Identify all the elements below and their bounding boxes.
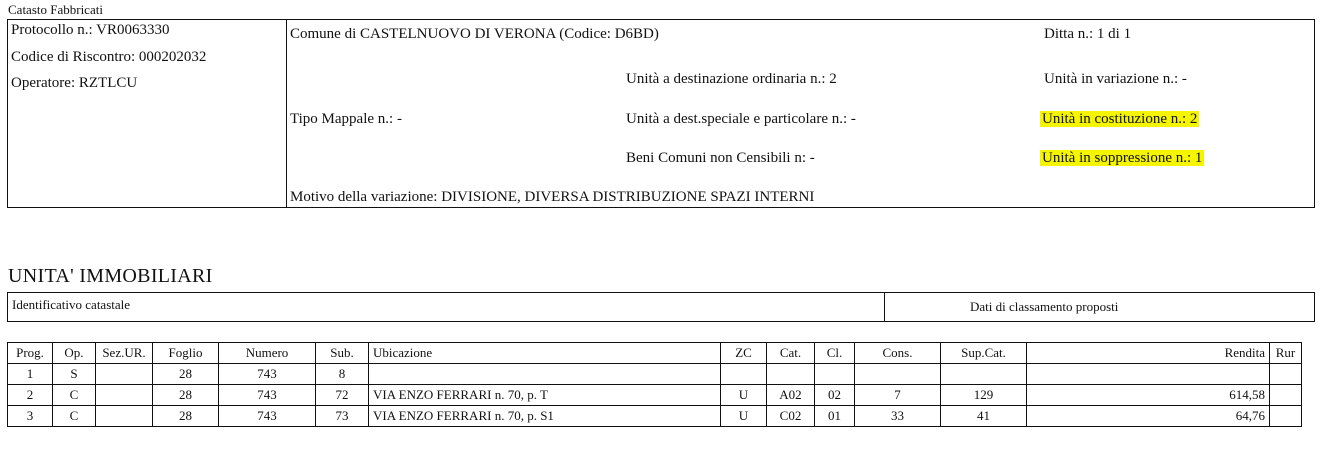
unita-variazione-text: Unità in variazione n.: - [1044,71,1187,87]
cell-sup-cat: 129 [941,385,1027,406]
cell-sub: 8 [316,364,369,385]
col-sez-ur: Sez.UR. [96,343,153,364]
unita-soppressione-text [1040,149,1204,167]
col-sup-cat: Sup.Cat. [941,343,1027,364]
col-ubicazione: Ubicazione [369,343,721,364]
cell-cl: 02 [815,385,855,406]
col-sub: Sub. [316,343,369,364]
beni-comuni-text: Beni Comuni non Censibili n: - [626,150,815,166]
cell-cons: 33 [855,406,941,427]
motivo-text: Motivo della variazione: DIVISIONE, DIVERSA DISTRIBUZIONE SPAZI INTERNI [290,189,815,205]
cell-cl: 01 [815,406,855,427]
codice-riscontro-text: Codice di Riscontro: 000202032 [11,49,207,65]
col-rendita: Rendita [1027,343,1270,364]
header-divider [286,19,287,208]
cell-op: C [53,406,96,427]
cell-foglio: 28 [153,364,219,385]
cell-sub: 73 [316,406,369,427]
group-classamento: Dati di classamento proposti [970,299,1119,314]
cell-zc: U [721,385,767,406]
cell-sez-ur [96,364,153,385]
cell-sup-cat: 41 [941,406,1027,427]
tipo-mappale-text: Tipo Mappale n.: - [290,111,402,127]
cell-rur [1270,406,1302,427]
col-cl: Cl. [815,343,855,364]
highlight-costituzione: Unità in costituzione n.: 2 [1042,111,1198,127]
col-zc: ZC [721,343,767,364]
cell-op: S [53,364,96,385]
group-header-box [7,292,1315,322]
comune-text: Comune di CASTELNUOVO DI VERONA (Codice: D6BD) [290,26,659,42]
cell-rur [1270,385,1302,406]
cell-rendita: 614,58 [1027,385,1270,406]
ditta-text: Ditta n.: 1 di 1 [1044,26,1132,42]
cell-numero: 743 [219,364,316,385]
cell-prog: 2 [8,385,53,406]
col-prog: Prog. [8,343,53,364]
section-title: UNITA' IMMOBILIARI [8,265,213,287]
cell-cat: A02 [767,385,815,406]
cell-cat: C02 [767,406,815,427]
group-identificativo: Identificativo catastale [12,297,131,312]
col-foglio: Foglio [153,343,219,364]
cell-sez-ur [96,385,153,406]
cell-ubicazione [369,364,721,385]
cell-rur [1270,364,1302,385]
col-cons: Cons. [855,343,941,364]
cell-ubicazione: VIA ENZO FERRARI n. 70, p. S1 [369,406,721,427]
cell-cons [855,364,941,385]
cell-sub: 72 [316,385,369,406]
cell-rendita: 64,76 [1027,406,1270,427]
cell-cat [767,364,815,385]
highlight-soppressione: Unità in soppressione n.: 1 [1042,150,1203,166]
cell-prog: 3 [8,406,53,427]
col-op: Op. [53,343,96,364]
cell-numero: 743 [219,406,316,427]
table-row [8,385,1302,406]
cell-rendita [1027,364,1270,385]
cell-cl [815,364,855,385]
unita-immobiliari-table [7,342,1302,427]
col-cat: Cat. [767,343,815,364]
col-numero: Numero [219,343,316,364]
table-row [8,364,1302,385]
document-title: Catasto Fabbricati [8,2,103,17]
cell-foglio: 28 [153,406,219,427]
cell-op: C [53,385,96,406]
cell-zc: U [721,406,767,427]
cell-ubicazione: VIA ENZO FERRARI n. 70, p. T [369,385,721,406]
protocollo-text: Protocollo n.: VR0063330 [11,22,170,38]
unita-costituzione-text [1040,110,1199,128]
col-rur: Rur [1270,343,1302,364]
unita-ordinaria-text: Unità a destinazione ordinaria n.: 2 [626,71,837,87]
unita-speciale-text: Unità a dest.speciale e particolare n.: - [626,111,856,127]
operatore-text: Operatore: RZTLCU [11,75,138,91]
cell-cons: 7 [855,385,941,406]
cell-sez-ur [96,406,153,427]
cell-foglio: 28 [153,385,219,406]
cell-sup-cat [941,364,1027,385]
group-header-divider [884,292,885,322]
table-header-row [8,343,1302,364]
cell-zc [721,364,767,385]
table-row [8,406,1302,427]
cell-prog: 1 [8,364,53,385]
cell-numero: 743 [219,385,316,406]
